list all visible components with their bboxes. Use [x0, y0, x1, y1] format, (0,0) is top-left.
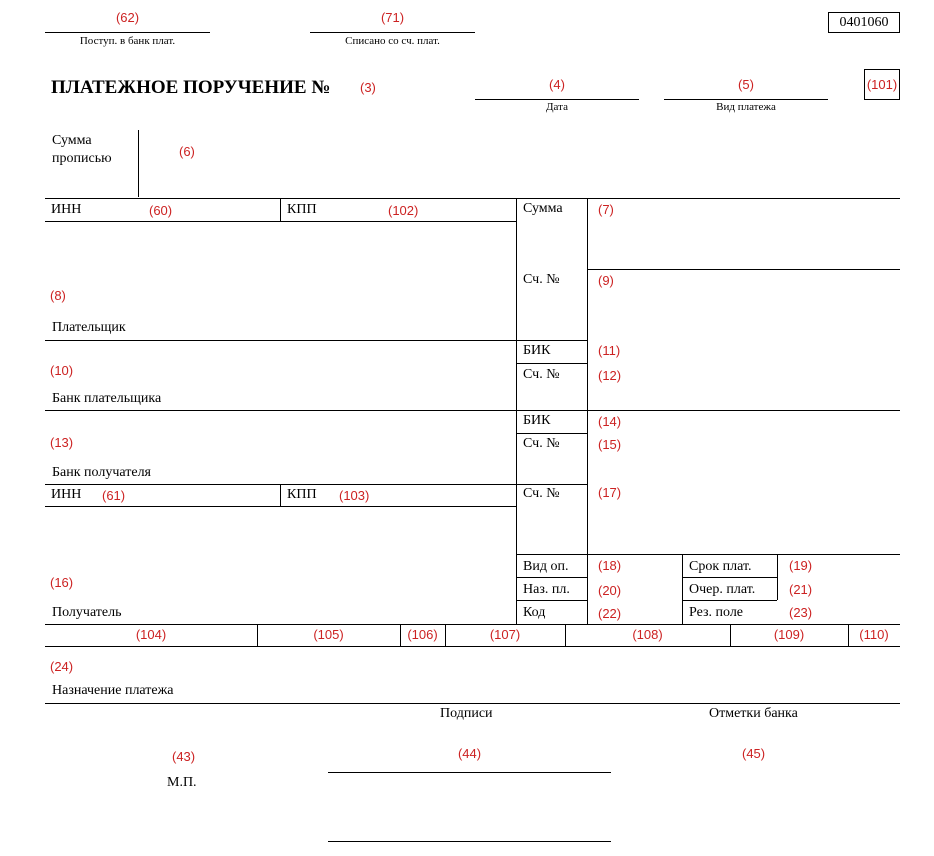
- divider: [45, 484, 587, 485]
- payee-bank-account-label: Сч. №: [523, 436, 560, 451]
- payer-inn-label: ИНН: [51, 202, 82, 217]
- field-17: (17): [598, 485, 622, 500]
- payment-term-label: Срок плат.: [689, 559, 752, 574]
- payee-label: Получатель: [52, 605, 122, 620]
- payee-inn-label: ИНН: [51, 487, 82, 502]
- divider: [45, 340, 587, 341]
- payment-priority-label: Очер. плат.: [689, 582, 756, 597]
- payer-kpp-label: КПП: [287, 202, 317, 217]
- payer-bank-account-label: Сч. №: [523, 367, 560, 382]
- received-by-bank-caption: Поступ. в банк плат.: [79, 35, 176, 47]
- field-44: (44): [457, 746, 482, 761]
- field-10: (10): [50, 363, 74, 378]
- field-104: (104): [135, 627, 167, 642]
- field-21: (21): [789, 582, 813, 597]
- divider: [45, 624, 900, 625]
- signatures-label: Подписи: [440, 706, 493, 721]
- field-108: (108): [632, 627, 663, 642]
- divider: [516, 198, 517, 624]
- code-label: Код: [523, 605, 546, 620]
- payee-bank-label: Банк получателя: [52, 465, 151, 480]
- divider: [682, 600, 777, 601]
- stamp-place-label: М.П.: [167, 775, 197, 790]
- divider: [45, 32, 210, 33]
- field-62: (62): [115, 10, 140, 25]
- payer-bank-bik-label: БИК: [523, 343, 551, 358]
- form-code: 0401060: [828, 12, 900, 33]
- amount-in-words-label: [52, 132, 112, 168]
- field-20: (20): [598, 583, 622, 598]
- divider: [475, 99, 639, 100]
- field-109: (109): [773, 627, 805, 642]
- field-5: (5): [738, 77, 754, 92]
- field-101: (101): [864, 69, 900, 100]
- field-4: (4): [549, 77, 565, 92]
- date-caption: Дата: [546, 101, 568, 113]
- field-23: (23): [789, 605, 813, 620]
- field-22: (22): [598, 606, 622, 621]
- field-8: (8): [50, 288, 66, 303]
- field-61: (61): [102, 488, 126, 503]
- field-7: (7): [598, 202, 614, 217]
- field-9: (9): [598, 273, 614, 288]
- field-14: (14): [598, 414, 622, 429]
- field-24: (24): [50, 659, 74, 674]
- field-106: (106): [407, 627, 438, 642]
- divider: [587, 198, 588, 624]
- payee-account-label: Сч. №: [523, 486, 560, 501]
- payment-purpose-label: Назначение платежа: [52, 683, 174, 698]
- divider: [682, 577, 777, 578]
- amount-in-words-label-line1: Сумма: [52, 133, 92, 148]
- divider: [280, 484, 281, 506]
- field-6: (6): [179, 144, 195, 159]
- field-12: (12): [598, 368, 622, 383]
- reserve-field-label: Рез. поле: [689, 605, 744, 620]
- field-16: (16): [50, 575, 74, 590]
- divider: [45, 198, 900, 199]
- signature-line-2: [328, 841, 611, 842]
- divider: [516, 600, 587, 601]
- field-18: (18): [598, 558, 622, 573]
- divider: [516, 577, 587, 578]
- payee-bank-bik-label: БИК: [523, 413, 551, 428]
- payee-kpp-label: КПП: [287, 487, 317, 502]
- page-title: ПЛАТЕЖНОЕ ПОРУЧЕНИЕ №: [51, 77, 331, 98]
- divider: [45, 646, 900, 647]
- divider: [280, 198, 281, 221]
- divider: [45, 703, 900, 704]
- payment-purpose-code-label: Наз. пл.: [523, 582, 570, 597]
- field-105: (105): [313, 627, 344, 642]
- divider: [310, 32, 475, 33]
- field-11: (11): [598, 343, 621, 358]
- field-60: (60): [149, 203, 173, 218]
- operation-type-label: Вид оп.: [523, 559, 569, 574]
- payer-bank-label: Банк плательщика: [52, 391, 162, 406]
- divider: [138, 130, 139, 197]
- field-71: (71): [380, 10, 405, 25]
- divider: [516, 433, 587, 434]
- sum-label: Сумма: [523, 201, 563, 216]
- divider: [516, 363, 587, 364]
- field-3: (3): [360, 80, 376, 95]
- field-19: (19): [789, 558, 813, 573]
- field-107: (107): [489, 627, 521, 642]
- divider: [45, 410, 900, 411]
- debited-from-account-caption: Списано со сч. плат.: [345, 35, 440, 47]
- payer-account-label: Сч. №: [523, 272, 560, 287]
- divider: [664, 99, 828, 100]
- field-43: (43): [172, 749, 196, 764]
- signature-line-1: [328, 772, 611, 773]
- field-45: (45): [742, 746, 766, 761]
- divider: [682, 554, 683, 624]
- field-102: (102): [388, 203, 419, 218]
- bank-marks-label: Отметки банка: [709, 706, 798, 721]
- divider: [516, 554, 900, 555]
- divider: [45, 506, 516, 507]
- divider: [45, 221, 516, 222]
- divider: [587, 269, 900, 270]
- divider: [777, 554, 778, 600]
- field-103: (103): [339, 488, 370, 503]
- payment-type-caption: Вид платежа: [716, 101, 776, 113]
- field-13: (13): [50, 435, 74, 450]
- field-15: (15): [598, 437, 622, 452]
- payer-label: Плательщик: [52, 320, 126, 335]
- field-110: (110): [859, 627, 889, 642]
- amount-in-words-label-line2: прописью: [52, 151, 112, 166]
